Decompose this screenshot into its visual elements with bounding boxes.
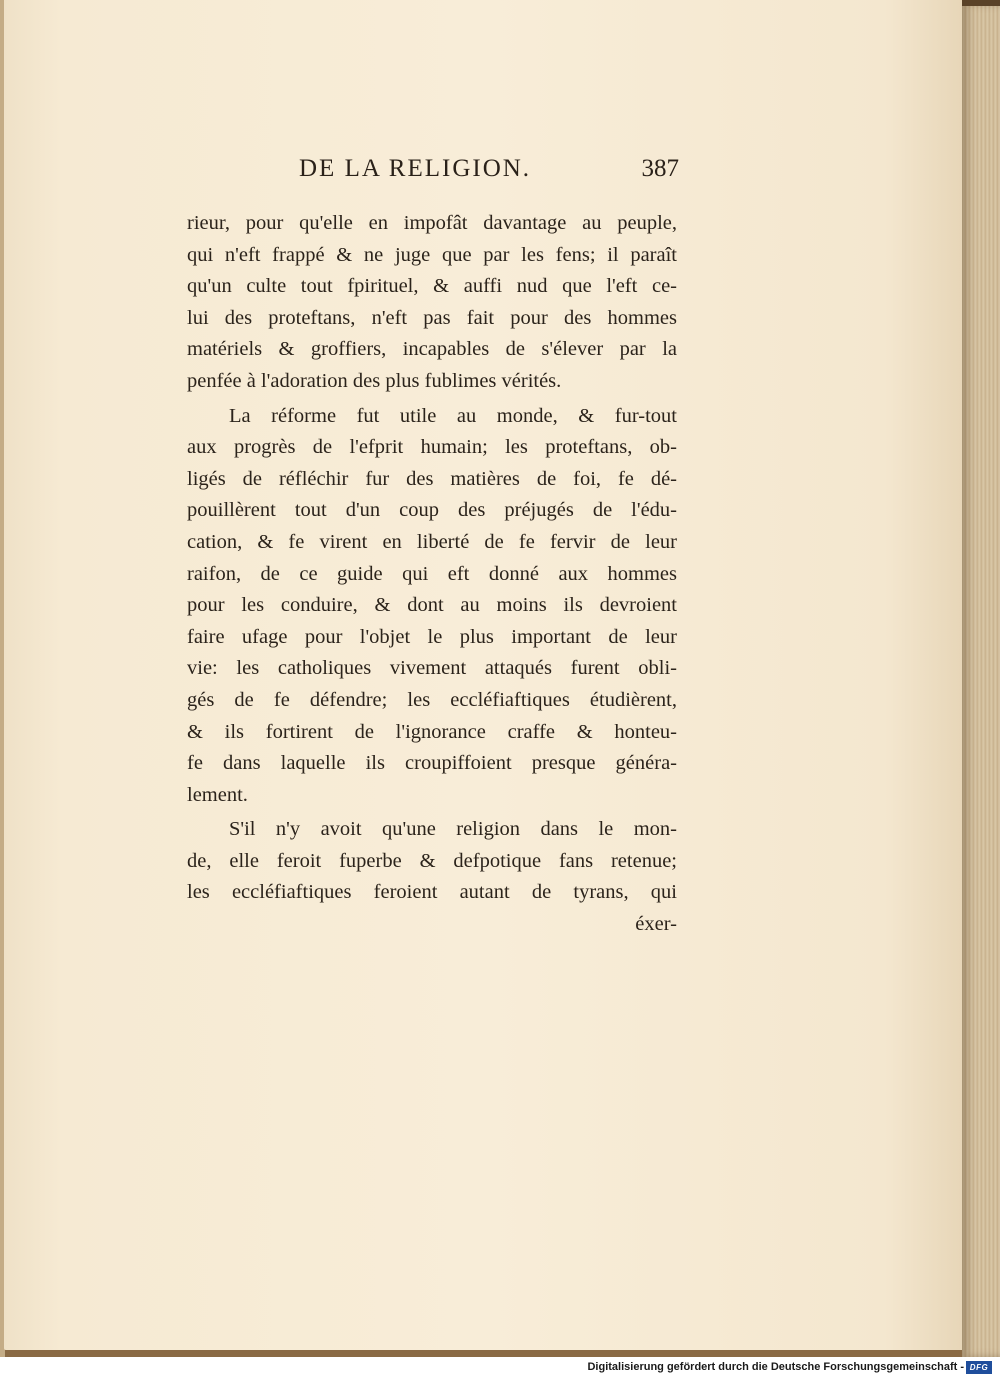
paragraph-3 (187, 814, 677, 909)
paragraph-2 (187, 401, 677, 812)
text-line: rieur, pour qu'elle en impofât davantage au peuple, (187, 212, 677, 234)
text-line: vie: les catholiques vivement attaqués furent obli- (187, 657, 677, 680)
page-number: 387 (641, 155, 679, 182)
text-line: aux progrès de l'efprit humain; les proteftans, ob- (187, 436, 677, 459)
text-line: matériels & groffiers, incapables de s'élever par la (187, 338, 677, 361)
running-title: DE LA RELIGION. (299, 155, 532, 182)
page-header (299, 155, 679, 195)
dfg-logo-icon: DFG (966, 1361, 992, 1374)
text-line: pour les conduire, & dont au moins ils devroient (187, 594, 677, 617)
footer-credit: Digitalisierung gefördert durch die Deutsche Forschungsgemeinschaft - (587, 1361, 964, 1373)
text-line: S'il n'y avoit qu'une religion dans le mon- (229, 818, 677, 841)
text-line: fe dans laquelle ils croupiffoient presque généra- (187, 752, 677, 775)
text-line: La réforme fut utile au monde, & fur-tout (229, 404, 677, 427)
text-line: ligés de réfléchir fur des matières de foi, fe dé- (187, 467, 677, 490)
text-line: lement. (187, 783, 248, 806)
text-line: lui des proteftans, n'eft pas fait pour des hommes (187, 306, 677, 329)
text-line: qui n'eft frappé & ne juge que par les fens; il paraît (187, 243, 677, 266)
digitization-footer (0, 1357, 1000, 1377)
text-line: les eccléfiaftiques feroient autant de tyrans, qui (187, 881, 677, 904)
book-page (4, 0, 962, 1350)
binding-shadow (962, 0, 1000, 6)
text-line: raifon, de ce guide qui eft donné aux hommes (187, 562, 677, 585)
body-text (187, 208, 677, 941)
paragraph-1 (187, 208, 677, 398)
text-line: qu'un culte tout fpirituel, & auffi nud que l'eft ce- (187, 275, 677, 298)
text-line: penfée à l'adoration des plus fublimes vérités. (187, 369, 562, 392)
text-line: & ils fortirent de l'ignorance craffe & honteu- (187, 720, 677, 743)
page-stack-edges (962, 4, 1000, 1357)
text-line: de, elle feroit fuperbe & defpotique fans retenue; (187, 849, 677, 872)
text-line: gés de fe défendre; les eccléfiaftiques étudièrent, (187, 688, 677, 711)
text-line: pouillèrent tout d'un coup des préjugés de l'édu- (187, 499, 677, 522)
text-line: faire ufage pour l'objet le plus important de leur (187, 625, 677, 648)
catchword: éxer- (635, 913, 677, 936)
text-line: cation, & fe virent en liberté de fe fervir de leur (187, 530, 677, 553)
